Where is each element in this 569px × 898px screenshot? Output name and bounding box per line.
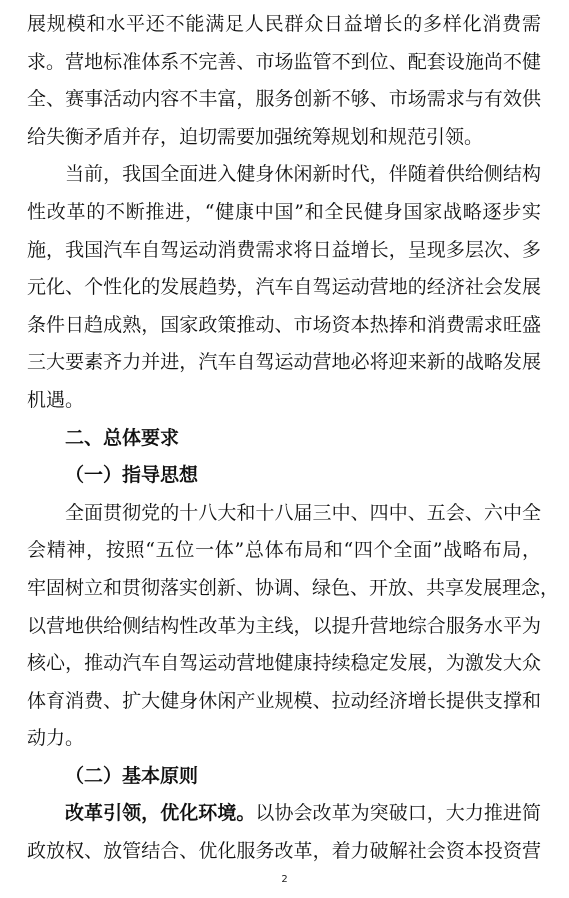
subsection-1-line-7: 动力。 <box>27 727 85 750</box>
subsection-1-line-1: 全面贯彻党的十八大和十八届三中、四中、五会、六中全 <box>65 501 541 524</box>
paragraph-1-line-3: 全、赛事活动内容不丰富，服务创新不够、市场需求与有效供 <box>27 88 541 111</box>
paragraph-2-line-6: 三大要素齐力并进，汽车自驾运动营地必将迎来新的战略发展 <box>27 351 541 374</box>
subsection-1-line-2: 会精神，按照“五位一体”总体布局和“四个全面”战略布局， <box>27 539 541 562</box>
subsection-1-line-5: 核心，推动汽车自驾运动营地健康持续稳定发展，为激发大众 <box>27 652 541 675</box>
subsection-1-line-3: 牢固树立和贯彻落实创新、协调、绿色、开放、共享发展理念， <box>27 576 560 599</box>
subsection-1-heading: （一）指导思想 <box>65 464 199 487</box>
paragraph-1-line-4: 给失衡矛盾并存，迫切需要加强统筹规划和规范引领。 <box>27 125 484 148</box>
document-page <box>27 6 560 871</box>
subsection-2-line-1 <box>27 795 541 833</box>
subsection-2-line-2: 政放权、放管结合、优化服务改革，着力破解社会资本投资营 <box>27 840 541 863</box>
section-heading: 二、总体要求 <box>65 426 180 449</box>
principle-title: 改革引领，优化环境。 <box>65 802 256 825</box>
paragraph-2-line-3: 施，我国汽车自驾运动消费需求将日益增长，呈现多层次、多 <box>27 238 541 261</box>
paragraph-2-line-7: 机遇。 <box>27 388 85 411</box>
subsection-1-line-4: 以营地供给侧结构性改革为主线，以提升营地综合服务水平为 <box>27 614 541 637</box>
paragraph-2-line-5: 条件日趋成熟，国家政策推动、市场资本热捧和消费需求旺盛 <box>27 313 541 336</box>
paragraph-2-line-1: 当前，我国全面进入健身休闲新时代，伴随着供给侧结构 <box>65 163 541 186</box>
paragraph-2-line-4: 元化、个性化的发展趋势，汽车自驾运动营地的经济社会发展 <box>27 276 541 299</box>
subsection-1-line-6: 体育消费、扩大健身休闲产业规模、拉动经济增长提供支撑和 <box>27 689 541 712</box>
page-number: 2 <box>281 874 288 885</box>
subsection-2-heading: （二）基本原则 <box>65 764 199 787</box>
paragraph-2-line-2: 性改革的不断推进，“健康中国”和全民健身国家战略逐步实 <box>27 200 541 223</box>
paragraph-1-line-1: 展规模和水平还不能满足人民群众日益增长的多样化消费需 <box>27 13 541 35</box>
principle-text: 以协会改革为突破口，大力推进简 <box>255 802 541 825</box>
paragraph-1-line-2: 求。营地标准体系不完善、市场监管不到位、配套设施尚不健 <box>27 50 541 73</box>
